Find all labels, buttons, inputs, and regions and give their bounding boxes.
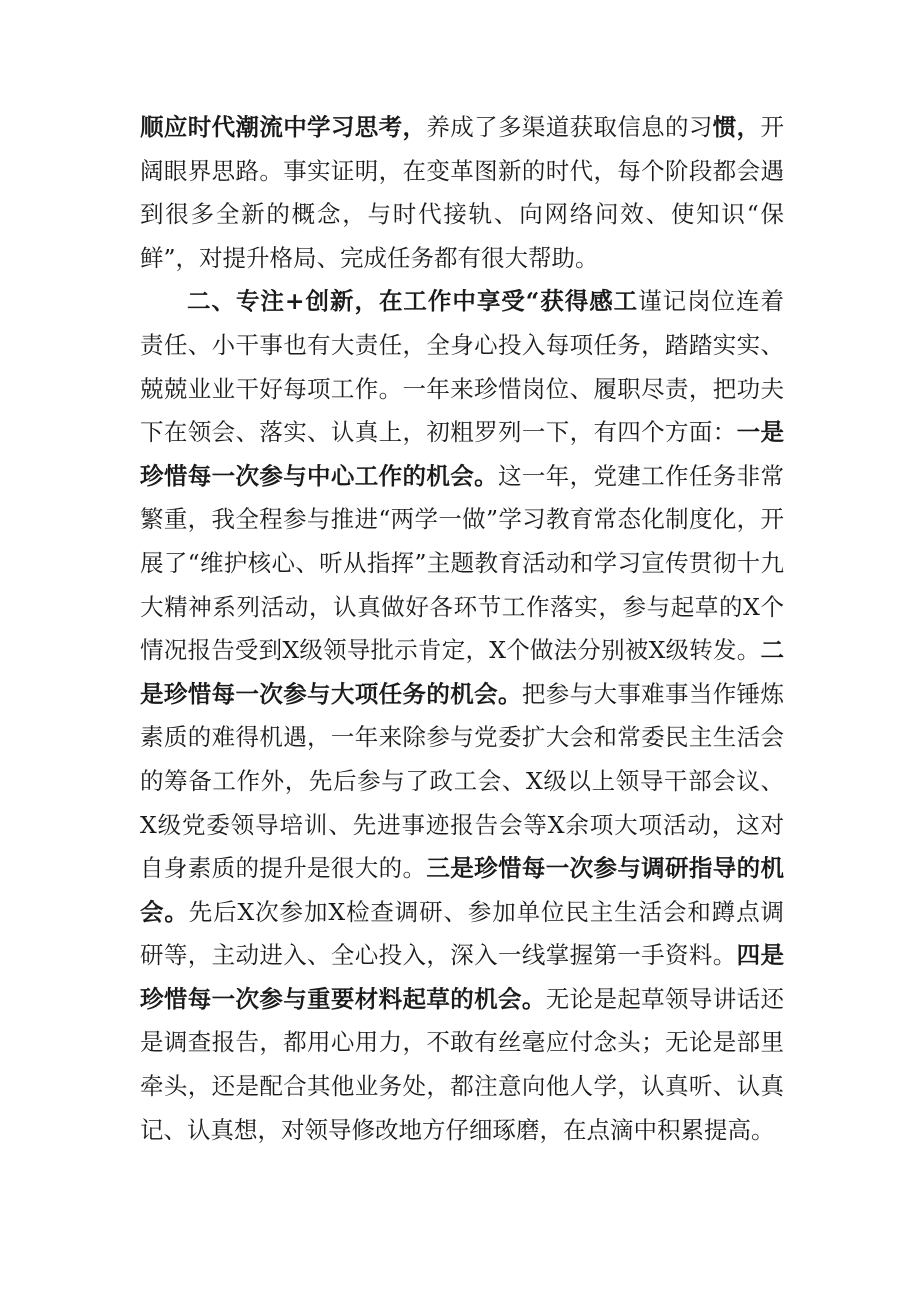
text-run: 开阔眼界思路。事实证明，在变革图新的时代，每个阶段都会遇到很多全新的概念，与时代接轨、向网络问效、使知识“保鲜”，对提升格局、完成任务都有很大帮助。 [140, 113, 785, 272]
paragraph-2 [140, 280, 784, 1152]
document-page [140, 106, 784, 1152]
text-run: 先后X次参加X检查调研、参加单位民主生活会和蹲点调研等，主动进入、全心投入，深入一线掌握第一手资料。 [140, 897, 785, 970]
text-run: 把参与大事难事当作锤炼素质的难得机遇，一年来除参与党委扩大会和常委民主生活会的筹备工作外，先后参与了政工会、X级以上领导干部会议、X级党委领导培训、先进事迹报告会等X余项大项活动，这对自身素质的提升是很大的。 [140, 679, 785, 883]
point-one-heading: 一是珍惜每一次参与中心工作的机会。 [140, 418, 785, 490]
bold-run: 顺应时代潮流中学习思考， [140, 113, 427, 141]
bold-run: 惯， [712, 113, 761, 141]
text-run: 无论是起草领导讲话还是调查报告，都用心用力，不敢有丝毫应付念头；无论是部里牵头，还是配合其他业务处，都注意向他人学，认真听、认真记、认真想，对领导修改地方仔细琢磨，在点滴中积累提高。 [140, 984, 785, 1144]
paragraph-1 [140, 106, 784, 280]
section-heading: 二、专注+创新，在工作中享受“获得感工 [187, 287, 639, 316]
point-four-heading: 四是珍惜每一次参与重要材料起草的机会。 [140, 941, 785, 1013]
text-run: 谨记岗位连着责任、小干事也有大责任，全身心投入每项任务，踏踏实实、兢兢业业干好每项工作。一年来珍惜岗位、履职尽责，把功夫下在领会、落实、认真上，初粗罗列一下，有四个方面： [140, 287, 784, 447]
point-three-heading: 三是珍惜每一次参与调研指导的机会。 [140, 854, 785, 926]
text-run: 养成了多渠道获取信息的习 [426, 113, 713, 141]
point-two-heading: 二是珍惜每一次参与大项任务的机会。 [140, 636, 784, 708]
text-run: 这一年，党建工作任务非常繁重，我全程参与推进“两学一做”学习教育常态化制度化，开展了“维护核心、听从指挥”主题教育活动和学习宣传贯彻十九大精神系列活动，认真做好各环节工作落实，参与起草的X个情况报告受到X级领导批示肯定，X个做法分别被X级转发。 [140, 461, 785, 665]
